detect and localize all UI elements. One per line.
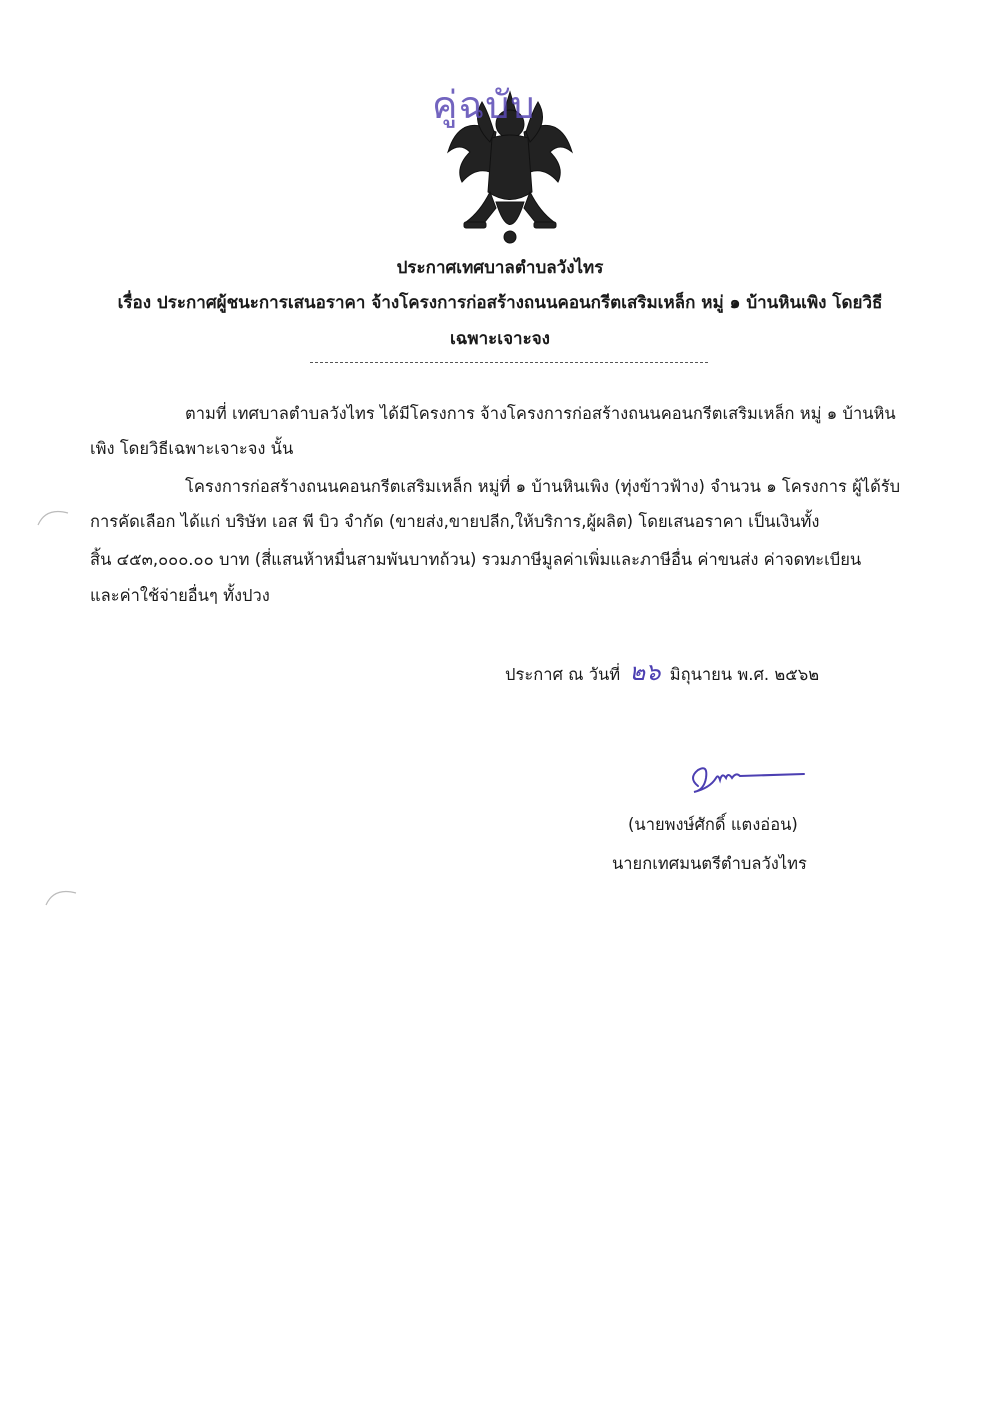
date-prefix: ประกาศ ณ วันที่ (505, 665, 621, 684)
announcement-date (505, 652, 819, 691)
paragraph1-line2: เพิง โดยวิธีเฉพาะเจาะจง นั้น (90, 439, 294, 458)
date-suffix: มิถุนายน พ.ศ. ๒๕๖๒ (669, 665, 820, 684)
handwritten-signature (680, 758, 810, 798)
signatory-name: (นายพงษ์ศักดิ์ แตงอ่อน) (628, 815, 798, 834)
handwritten-day: ๒๖ (629, 658, 661, 686)
signatory-position: นายกเทศมนตรีตำบลวังไทร (612, 854, 807, 873)
announcement-title: ประกาศเทศบาลตำบลวังไทร (396, 258, 604, 278)
copy-stamp: คู่ฉบับ (432, 83, 536, 127)
punch-hole-mark (36, 505, 76, 535)
paragraph2-line2: การคัดเลือก ได้แก่ บริษัท เอส พี บิว จำกัด (ขายส่ง,ขายปลีก,ให้บริการ,ผู้ผลิต) โดยเสนอราคา เป็นเงินทั้ง (90, 512, 820, 531)
paragraph2-line4: และค่าใช้จ่ายอื่นๆ ทั้งปวง (90, 586, 270, 605)
subject-line-2: เฉพาะเจาะจง (450, 329, 550, 349)
subject-line-1: เรื่อง ประกาศผู้ชนะการเสนอราคา จ้างโครงการก่อสร้างถนนคอนกรีตเสริมเหล็ก หมู่ ๑ บ้านหินเพิง โดยวิธี (117, 293, 883, 313)
paragraph1-line1: ตามที่ เทศบาลตำบลวังไทร ได้มีโครงการ จ้างโครงการก่อสร้างถนนคอนกรีตเสริมเหล็ก หมู่ ๑ บ้านหิน (185, 404, 896, 423)
paragraph2-line3: สิ้น ๔๕๓,๐๐๐.๐๐ บาท (สี่แสนห้าหมื่นสามพันบาทถ้วน) รวมภาษีมูลค่าเพิ่มและภาษีอื่น ค่าขนส่ง ค่าจดทะเบียน (90, 550, 862, 569)
punch-hole-mark (44, 885, 84, 915)
divider-line (310, 362, 708, 363)
paragraph2-line1: โครงการก่อสร้างถนนคอนกรีตเสริมเหล็ก หมู่ที่ ๑ บ้านหินเพิง (ทุ่งข้าวฟ้าง) จำนวน ๑ โครงการ ผู้ได้รับ (185, 477, 901, 496)
